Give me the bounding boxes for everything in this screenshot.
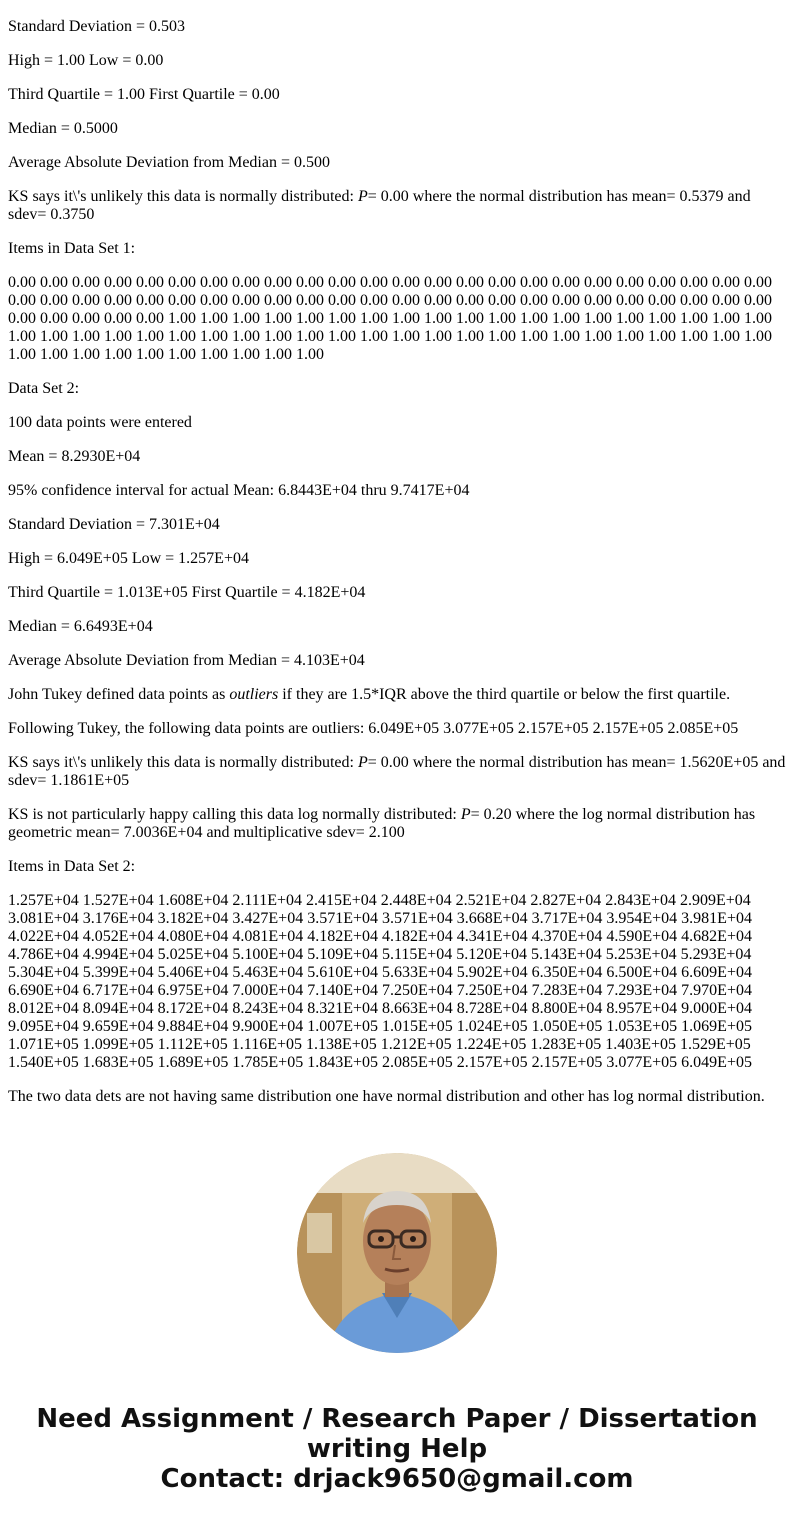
set1-aad: Average Absolute Deviation from Median = 0.500	[8, 154, 330, 171]
set1-std-dev: Standard Deviation = 0.503	[8, 18, 185, 35]
set2-aad: Average Absolute Deviation from Median = 4.103E+04	[8, 652, 365, 669]
tukey-prefix: John Tukey defined data points as	[8, 686, 230, 703]
set2-items: 1.257E+04 1.527E+04 1.608E+04 2.111E+04 2.415E+04 2.448E+04 2.521E+04 2.827E+04 2.843E+04 2.909E+04 3.081E+04 3.176E+04 3.182E+04 3.427E+04 3.571E+04 3.571E+04 3.668E+04 3.717E+04 3.954E+04 3.981E+04 4.022E+04 4.052E+04 4.080E+04 4.081E+04 4.182E+04 4.182E+04 4.341E+04 4.370E+04 4.590E+04 4.682E+04 4.786E+04 4.994E+04 5.025E+04 5.100E+04 5.109E+04 5.115E+04 5.120E+04 5.143E+04 5.253E+04 5.293E+04 5.304E+04 5.399E+04 5.406E+04 5.463E+04 5.610E+04 5.633E+04 5.902E+04 6.350E+04 6.500E+04 6.609E+04 6.690E+04 6.717E+04 6.975E+04 7.000E+04 7.140E+04 7.250E+04 7.250E+04 7.283E+04 7.293E+04 7.970E+04 8.012E+04 8.094E+04 8.172E+04 8.243E+04 8.321E+04 8.663E+04 8.728E+04 8.800E+04 8.957E+04 9.000E+04 9.095E+04 9.659E+04 9.884E+04 9.900E+04 1.007E+05 1.015E+05 1.024E+05 1.050E+05 1.053E+05 1.069E+05 1.071E+05 1.099E+05 1.112E+05 1.116E+05 1.138E+05 1.212E+05 1.224E+05 1.283E+05 1.403E+05 1.529E+05 1.540E+05 1.683E+05 1.689E+05 1.785E+05 1.843E+05 2.085E+05 2.157E+05 2.157E+05 3.077E+05 6.049E+05	[8, 892, 752, 1071]
ks-rest: = 0.00 where the normal distribution has mean= 0.5379 and sdev= 0.3750	[8, 188, 751, 223]
set1-median: Median = 0.5000	[8, 120, 118, 137]
set1-quartiles: Third Quartile = 1.00 First Quartile = 0.00	[8, 86, 280, 103]
ks-rest: = 0.00 where the normal distribution has mean= 1.5620E+05 and sdev= 1.1861E+05	[8, 754, 786, 789]
set2-heading: Data Set 2:	[8, 380, 80, 397]
p-symbol: P	[357, 754, 368, 771]
contact-footer	[0, 1404, 794, 1494]
set1-high-low: High = 1.00 Low = 0.00	[8, 52, 164, 69]
avatar-photo	[297, 1153, 497, 1353]
outliers-term: outliers	[229, 686, 279, 703]
set2-high-low: High = 6.049E+05 Low = 1.257E+04	[8, 550, 249, 567]
p-symbol: P	[460, 806, 471, 823]
set2-ks-test	[8, 754, 786, 790]
set2-std-dev: Standard Deviation = 7.301E+04	[8, 516, 220, 533]
set1-items: 0.00 0.00 0.00 0.00 0.00 0.00 0.00 0.00 0.00 0.00 0.00 0.00 0.00 0.00 0.00 0.00 0.00 0.00 0.00 0.00 0.00 0.00 0.00 0.00 0.00 0.00 0.00 0.00 0.00 0.00 0.00 0.00 0.00 0.00 0.00 0.00 0.00 0.00 0.00 0.00 0.00 0.00 0.00 0.00 0.00 0.00 0.00 0.00 0.00 0.00 0.00 0.00 0.00 1.00 1.00 1.00 1.00 1.00 1.00 1.00 1.00 1.00 1.00 1.00 1.00 1.00 1.00 1.00 1.00 1.00 1.00 1.00 1.00 1.00 1.00 1.00 1.00 1.00 1.00 1.00 1.00 1.00 1.00 1.00 1.00 1.00 1.00 1.00 1.00 1.00 1.00 1.00 1.00 1.00 1.00 1.00 1.00 1.00 1.00 1.00 1.00 1.00 1.00 1.00 1.00 1.00	[8, 274, 772, 363]
set2-quartiles: Third Quartile = 1.013E+05 First Quartile = 4.182E+04	[8, 584, 366, 601]
ks-log-rest: = 0.20 where the log normal distribution has geometric mean= 7.0036E+04 and multiplicative sdev= 2.100	[8, 806, 756, 841]
footer-contact[interactable]: Contact: drjack9650@gmail.com	[160, 1464, 634, 1494]
set2-median: Median = 6.6493E+04	[8, 618, 153, 635]
set2-tukey	[8, 686, 786, 704]
set1-items-label: Items in Data Set 1:	[8, 240, 136, 257]
footer-line-1: Need Assignment / Research Paper / Dissertation	[36, 1404, 758, 1434]
p-symbol: P	[357, 188, 368, 205]
ks-prefix: KS says it\'s unlikely this data is normally distributed:	[8, 754, 358, 771]
set2-mean: Mean = 8.2930E+04	[8, 448, 141, 465]
conclusion: The two data dets are not having same distribution one have normal distribution and other has log normal distribution.	[8, 1088, 765, 1105]
set2-outliers: Following Tukey, the following data points are outliers: 6.049E+05 3.077E+05 2.157E+05 2.157E+05 2.085E+05	[8, 720, 739, 737]
tukey-rest: if they are 1.5*IQR above the third quartile or below the first quartile.	[278, 686, 731, 703]
set2-count: 100 data points were entered	[8, 414, 192, 431]
set2-ks-log-test	[8, 806, 786, 842]
set1-ks-test	[8, 188, 786, 224]
ks-prefix: KS says it\'s unlikely this data is normally distributed:	[8, 188, 358, 205]
set2-items-label: Items in Data Set 2:	[8, 858, 136, 875]
ks-log-prefix: KS is not particularly happy calling this data log normally distributed:	[8, 806, 461, 823]
footer-line-2: writing Help	[306, 1434, 488, 1464]
author-avatar	[297, 1153, 497, 1353]
set2-ci: 95% confidence interval for actual Mean: 6.8443E+04 thru 9.7417E+04	[8, 482, 470, 499]
